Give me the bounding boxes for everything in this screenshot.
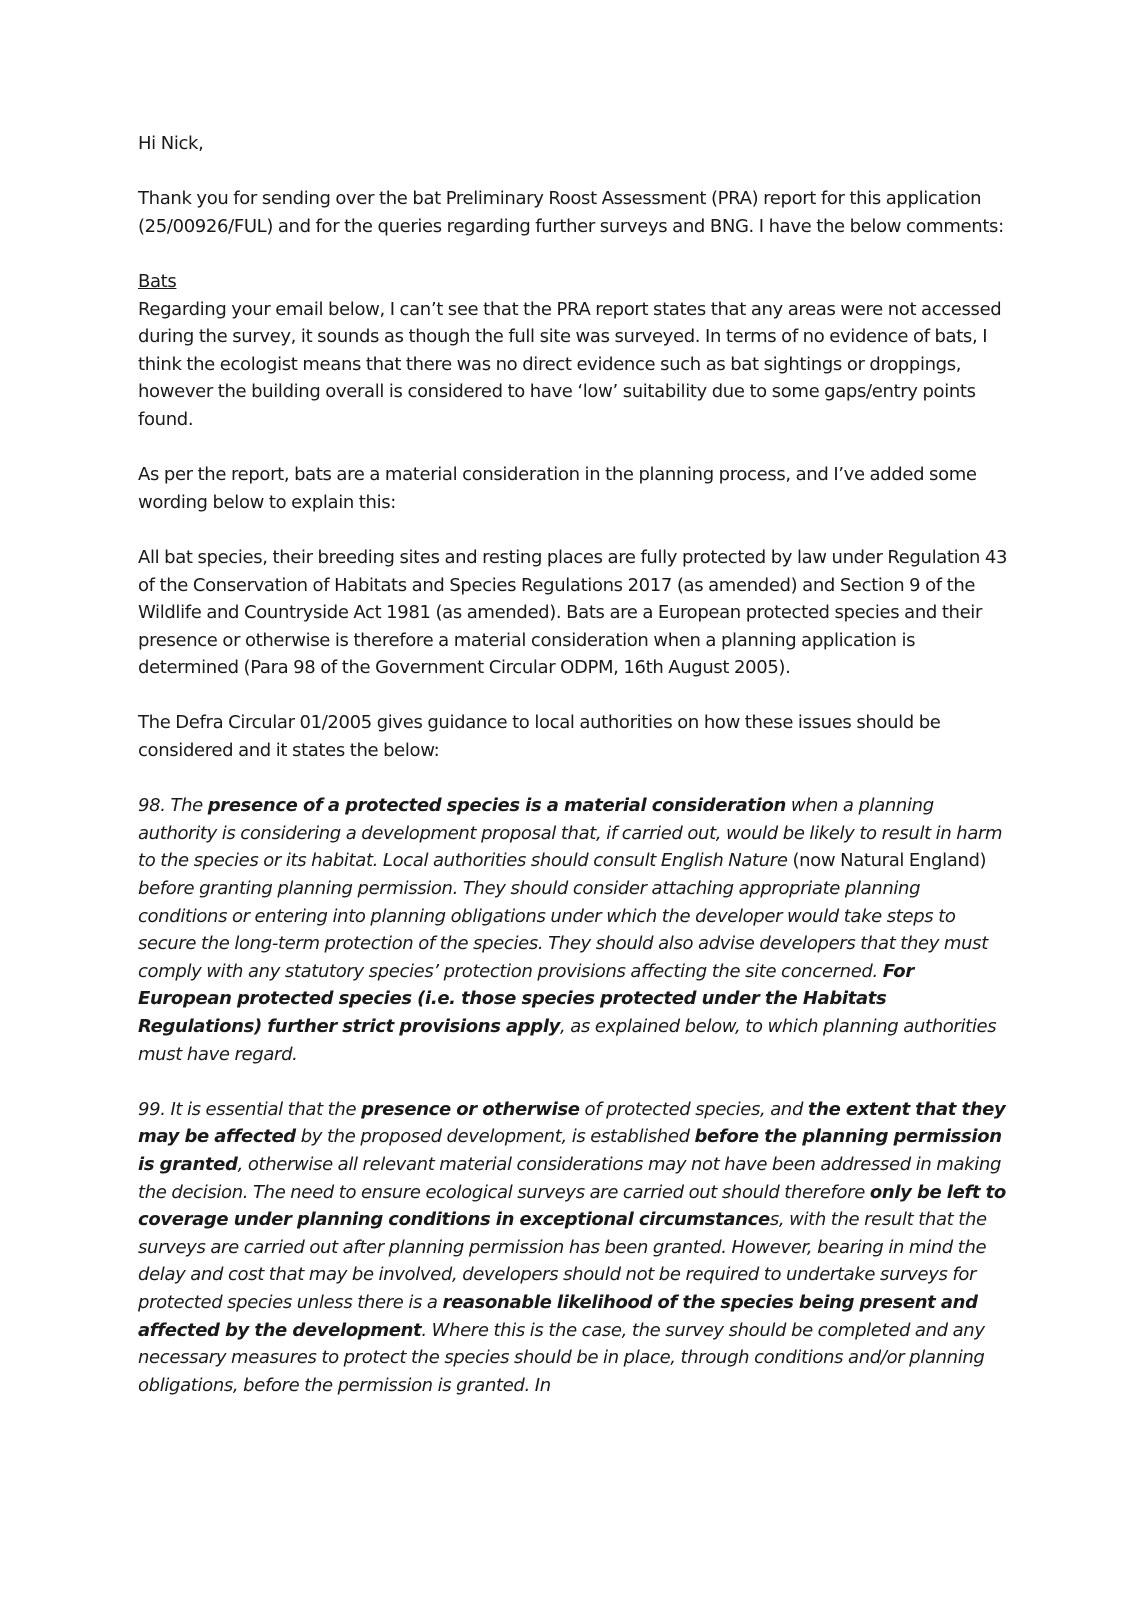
bats-paragraph: Regarding your email below, I can’t see that the PRA report states that any areas were not accessed during the survey, it sounds as though the full site was surveyed. In terms of no evidence of bats, I think the ecologist means that there was no direct evidence such as bat sightings or droppings, however the building overall is considered to have ‘low’ suitability due to some gaps/entry points found. xyxy=(138,298,1002,430)
section-heading-bats: Bats xyxy=(138,270,177,292)
quote-98-text-3: before granting planning permission. They should consider attaching appropriate planning conditions or entering into planning obligations under which the developer would take steps to secure the long-term protection of the species. They should also advise developers that they must comply with any statutory species’ protection provisions affecting the site concerned. xyxy=(138,878,988,982)
quote-99-bold-2: the extent that they may be affected xyxy=(138,1098,1006,1148)
quote-99-text-5: s, with the result that the surveys are carried out after planning permission has been granted. However, bearing in mind the delay and cost that may be involved, developers should not be required to undertake surveys for protected species unless there is a xyxy=(138,1209,987,1313)
legal-protection-paragraph: All bat species, their breeding sites and resting places are fully protected by law under Regulation 43 of the Conservation of Habitats and Species Regulations 2017 (as amended) and Section 9 of the Wildlife and Countryside Act 1981 (as amended). Bats are a European protected species and their presence or otherwise is therefore a material consideration when a planning application is determined (Para 98 of the Government Circular ODPM, 16th August 2005). xyxy=(138,546,1008,679)
quote-paragraph-98 xyxy=(138,792,1008,1068)
greeting: Hi Nick, xyxy=(138,133,204,154)
quote-99-bold-3: before the planning permission is granted xyxy=(138,1126,1002,1175)
quote-98-upright-1: (now Natural England) xyxy=(792,850,987,872)
quote-98-text-2: when a planning authority is considering a development proposal that, if carried out, would be likely to result in harm to the species or its habitat. Local authorities should consult English Nature xyxy=(138,795,1003,872)
quote-99-bold-4: only be left to coverage under planning conditions in exceptional circumstance xyxy=(138,1181,1006,1231)
quote-99-text-2: of protected species, and xyxy=(579,1098,808,1120)
quote-99-bold-5: reasonable likelihood of the species being present and affected by the development xyxy=(138,1291,978,1341)
quote-98-bold-1: presence of a protected species is a material consideration xyxy=(207,795,786,817)
quote-99-text-1: 99. It is essential that the xyxy=(138,1098,362,1120)
quote-98-text-1: 98. The xyxy=(138,795,208,817)
quote-99-text-3: by the proposed development, is established xyxy=(295,1126,695,1148)
quote-98-bold-2: For European protected species (i.e. those species protected under the Habitats Regulations) further strict provisions apply xyxy=(138,960,914,1037)
letter-body xyxy=(138,130,1008,1399)
intro-paragraph: Thank you for sending over the bat Preliminary Roost Assessment (PRA) report for this application (25/00926/FUL) and for the queries regarding further surveys and BNG. I have the below comments: xyxy=(138,188,1004,237)
material-consideration-paragraph: As per the report, bats are a material consideration in the planning process, and I’ve added some wording below to explain this: xyxy=(138,464,977,513)
quote-98-text-4: , as explained below, to which planning authorities must have regard. xyxy=(138,1016,997,1065)
quote-paragraph-99 xyxy=(138,1096,1008,1400)
quote-99-text-4: , otherwise all relevant material considerations may not have been addressed in making the decision. The need to ensure ecological surveys are carried out should therefore xyxy=(138,1153,1002,1203)
quote-99-bold-1: presence or otherwise xyxy=(361,1098,580,1120)
quote-99-text-6: . Where this is the case, the survey should be completed and any necessary measures to protect the species should be in place, through conditions and/or planning obligations, before the permission is granted. In xyxy=(138,1319,985,1396)
defra-circular-paragraph: The Defra Circular 01/2005 gives guidance to local authorities on how these issues should be considered and it states the below: xyxy=(138,712,941,762)
